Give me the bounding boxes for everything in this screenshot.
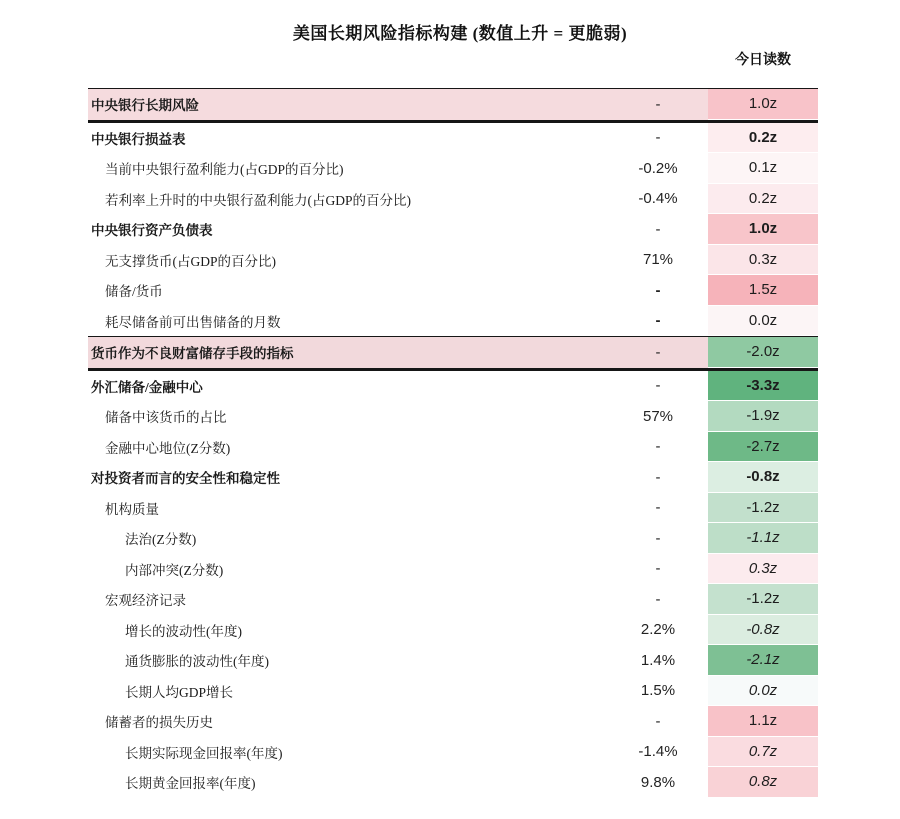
indicator-label: 长期实际现金回报率(年度) <box>125 745 283 761</box>
indicator-label: 法治(Z分数) <box>125 532 197 548</box>
indicator-label: 储备/货币 <box>105 284 163 300</box>
indicator-value: 1.4% <box>640 651 676 669</box>
reading-cell: 0.3z <box>708 554 818 585</box>
reading-cell: 0.1z <box>708 153 818 184</box>
indicator-value: - <box>655 529 661 547</box>
table-row <box>88 706 818 737</box>
indicator-value: - <box>655 95 661 113</box>
table-row <box>88 767 818 798</box>
indicator-value: - <box>655 220 661 238</box>
table-row <box>88 371 818 402</box>
table-row <box>88 123 818 154</box>
indicator-value: -0.2% <box>638 159 678 177</box>
table-row <box>88 214 818 245</box>
table-row <box>88 645 818 676</box>
reading-cell: -1.1z <box>708 523 818 554</box>
reading-cell: 0.8z <box>708 767 818 798</box>
indicator-value: - <box>655 438 661 456</box>
reading-cell: 0.0z <box>708 306 818 337</box>
indicator-value: 1.5% <box>640 682 676 700</box>
table-row <box>88 88 818 123</box>
table-row <box>88 737 818 768</box>
indicator-value: - <box>655 281 661 299</box>
reading-cell: 0.7z <box>708 737 818 768</box>
indicator-label: 储备中该货币的占比 <box>105 410 227 426</box>
indicator-label: 货币作为不良财富储存手段的指标 <box>91 346 294 362</box>
page-title: 美国长期风险指标构建 (数值上升 = 更脆弱) <box>292 24 628 43</box>
table-row <box>88 153 818 184</box>
indicator-label: 中央银行资产负债表 <box>91 223 213 239</box>
indicator-label: 长期人均GDP增长 <box>125 684 234 700</box>
reading-cell: -0.8z <box>708 615 818 646</box>
indicator-label: 宏观经济记录 <box>105 593 186 609</box>
table-row <box>88 401 818 432</box>
table-row <box>88 184 818 215</box>
indicator-value: - <box>655 377 661 395</box>
indicator-label: 耗尽储备前可出售储备的月数 <box>105 314 281 330</box>
indicator-value: - <box>655 129 661 147</box>
reading-cell: -2.1z <box>708 645 818 676</box>
reading-cell: -2.0z <box>708 337 818 368</box>
reading-cell: -1.2z <box>708 584 818 615</box>
reading-cell: -3.3z <box>708 371 818 402</box>
indicator-label: 中央银行长期风险 <box>91 98 199 114</box>
indicator-label: 对投资者而言的安全性和稳定性 <box>91 471 280 487</box>
table-row <box>88 462 818 493</box>
indicator-value: - <box>655 560 661 578</box>
indicator-value: - <box>655 468 661 486</box>
reading-cell: 0.2z <box>708 123 818 154</box>
table-row <box>88 493 818 524</box>
reading-cell: 1.5z <box>708 275 818 306</box>
indicator-label: 机构质量 <box>105 501 159 517</box>
indicator-label: 无支撑货币(占GDP的百分比) <box>105 253 276 269</box>
indicator-label: 增长的波动性(年度) <box>125 623 242 639</box>
indicator-value: 71% <box>642 251 674 269</box>
reading-column-header: 今日读数 <box>735 53 791 68</box>
reading-cell: 1.0z <box>708 89 818 120</box>
table-row <box>88 676 818 707</box>
indicator-value: - <box>655 343 661 361</box>
indicator-label: 长期黄金回报率(年度) <box>125 776 256 792</box>
indicator-value: 2.2% <box>640 621 676 639</box>
table-row <box>88 336 818 371</box>
indicator-value: - <box>655 712 661 730</box>
indicator-value: - <box>655 590 661 608</box>
reading-cell: -1.2z <box>708 493 818 524</box>
reading-cell: 0.0z <box>708 676 818 707</box>
reading-cell: -2.7z <box>708 432 818 463</box>
indicator-value: -0.4% <box>638 190 678 208</box>
indicator-value: - <box>655 312 661 330</box>
indicator-value: -1.4% <box>638 743 678 761</box>
table-row <box>88 615 818 646</box>
indicator-label: 外汇储备/金融中心 <box>91 379 203 395</box>
indicator-label: 金融中心地位(Z分数) <box>105 440 231 456</box>
table-row <box>88 584 818 615</box>
indicator-label: 中央银行损益表 <box>91 131 186 147</box>
indicator-value: 57% <box>642 407 674 425</box>
indicator-label: 储蓄者的损失历史 <box>105 715 213 731</box>
indicator-label: 内部冲突(Z分数) <box>125 562 224 578</box>
indicator-label: 通货膨胀的波动性(年度) <box>125 654 269 670</box>
indicator-label: 若利率上升时的中央银行盈利能力(占GDP的百分比) <box>105 192 411 208</box>
table-row <box>88 554 818 585</box>
indicator-label: 当前中央银行盈利能力(占GDP的百分比) <box>105 162 344 178</box>
table-row <box>88 432 818 463</box>
table-row <box>88 275 818 306</box>
reading-cell: 0.3z <box>708 245 818 276</box>
indicator-value: 9.8% <box>640 773 676 791</box>
reading-cell: 1.0z <box>708 214 818 245</box>
table-row <box>88 523 818 554</box>
reading-cell: 0.2z <box>708 184 818 215</box>
indicator-value: - <box>655 499 661 517</box>
reading-cell: -0.8z <box>708 462 818 493</box>
reading-cell: 1.1z <box>708 706 818 737</box>
reading-cell: -1.9z <box>708 401 818 432</box>
risk-indicator-table <box>88 88 818 798</box>
table-row <box>88 245 818 276</box>
table-row <box>88 306 818 337</box>
